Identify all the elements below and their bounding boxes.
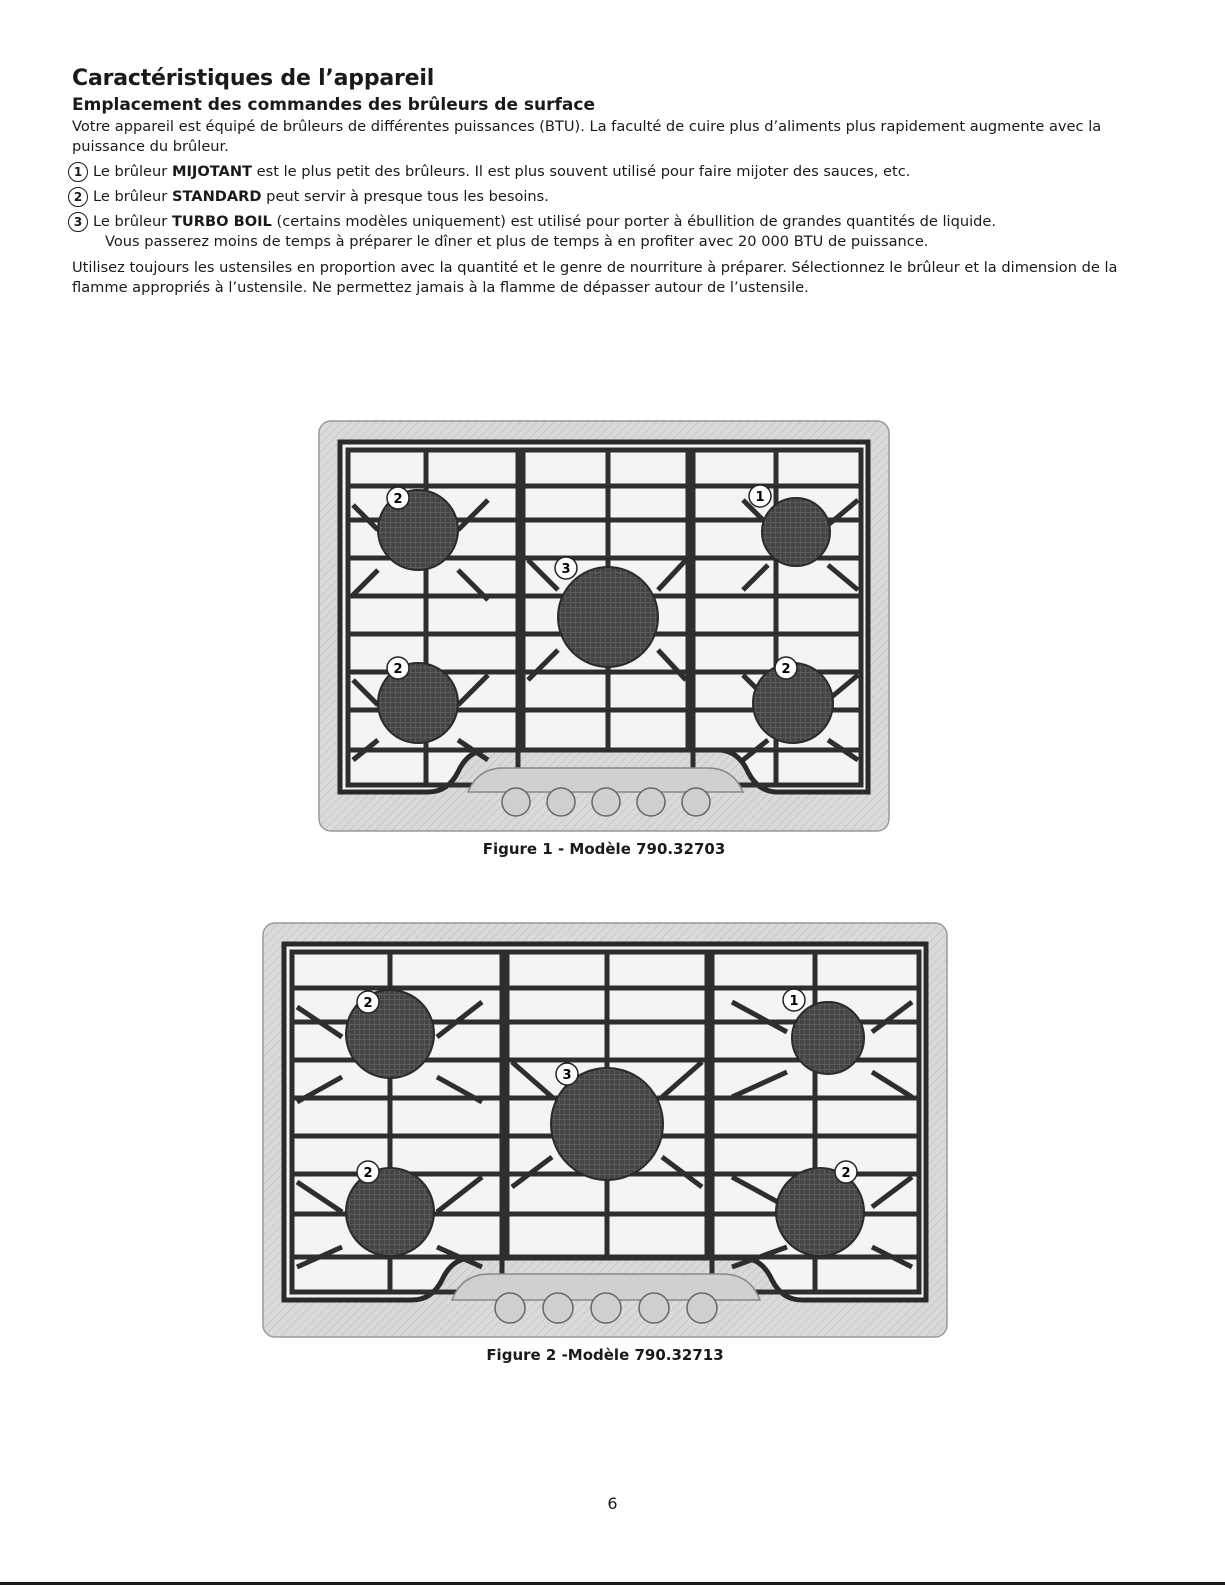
knob-5 [682,788,710,816]
section-subtitle: Emplacement des commandes des brûleurs de surface [72,95,595,115]
burner-label: 2 [393,492,403,507]
cooktop-figure-1 [318,420,890,832]
burner-item-1: 1 Le brûleur MIJOTANT est le plus petit des brûleurs. Il est plus souvent utilisé pour faire mijoter des sauces, etc. [68,162,1162,182]
burner-type-standard: STANDARD [171,188,262,205]
burner-label: 3 [561,562,571,577]
burner-label: 1 [755,490,765,505]
page-number: 6 [607,1494,618,1513]
closing-paragraph: Utilisez toujours les ustensiles en proportion avec la quantité et le genre de nourriture à préparer. Sélectionnez le brûleur et la dimension de la flamme appropriés à l’ustensile. Ne permettez jamais à la flamme de dépasser autour de l’ustensile. [72,259,1118,296]
burner-item-3: 3 Le brûleur TURBO BOIL (certains modèles uniquement) est utilisé pour porter à ébullition de grandes quantités de liquide. [68,212,1162,232]
cooktop-illustration [262,922,948,1338]
burner-label: 2 [781,662,791,677]
burner-standard-front-left [346,1168,434,1256]
burner-type-turbo-boil: TURBO BOIL [171,213,272,230]
burner-label: 1 [789,994,799,1009]
circled-number-3: 3 [68,212,88,232]
knob-4 [639,1293,669,1323]
burner-item-3-continuation: Vous passerez moins de temps à préparer le dîner et plus de temps à en profiter avec 20 000 BTU de puissance. [105,233,929,250]
circled-number-2: 2 [68,187,88,207]
cooktop-figure-2 [262,922,948,1338]
cooktop-illustration [318,420,890,832]
burner-label: 2 [841,1166,851,1181]
burner-label: 3 [562,1068,572,1083]
knob-2 [543,1293,573,1323]
knob-1 [502,788,530,816]
knob-1 [495,1293,525,1323]
knob-3 [592,788,620,816]
burner-label: 2 [363,996,373,1011]
page-title: Caractéristiques de l’appareil [72,66,435,91]
burner-simmer-back-right [792,1002,864,1074]
intro-paragraph: Votre appareil est équipé de brûleurs de différentes puissances (BTU). La faculté de cuire plus d’aliments plus rapidement augmente avec la puissance du brûleur. [72,118,1102,155]
burner-type-simmer: MIJOTANT [171,163,253,180]
figure-1-caption: Figure 1 - Modèle 790.32703 [482,840,726,858]
burner-item-2: 2 Le brûleur STANDARD peut servir à presque tous les besoins. [68,187,1162,207]
burner-label: 2 [393,662,403,677]
figure-2-caption: Figure 2 -Modèle 790.32713 [486,1346,724,1364]
knob-3 [591,1293,621,1323]
burner-turbo-center [558,567,658,667]
document-page [72,66,1162,298]
knob-2 [547,788,575,816]
burner-label: 2 [363,1166,373,1181]
burner-simmer-back-right [762,498,830,566]
knob-4 [637,788,665,816]
circled-number-1: 1 [68,162,88,182]
knob-5 [687,1293,717,1323]
